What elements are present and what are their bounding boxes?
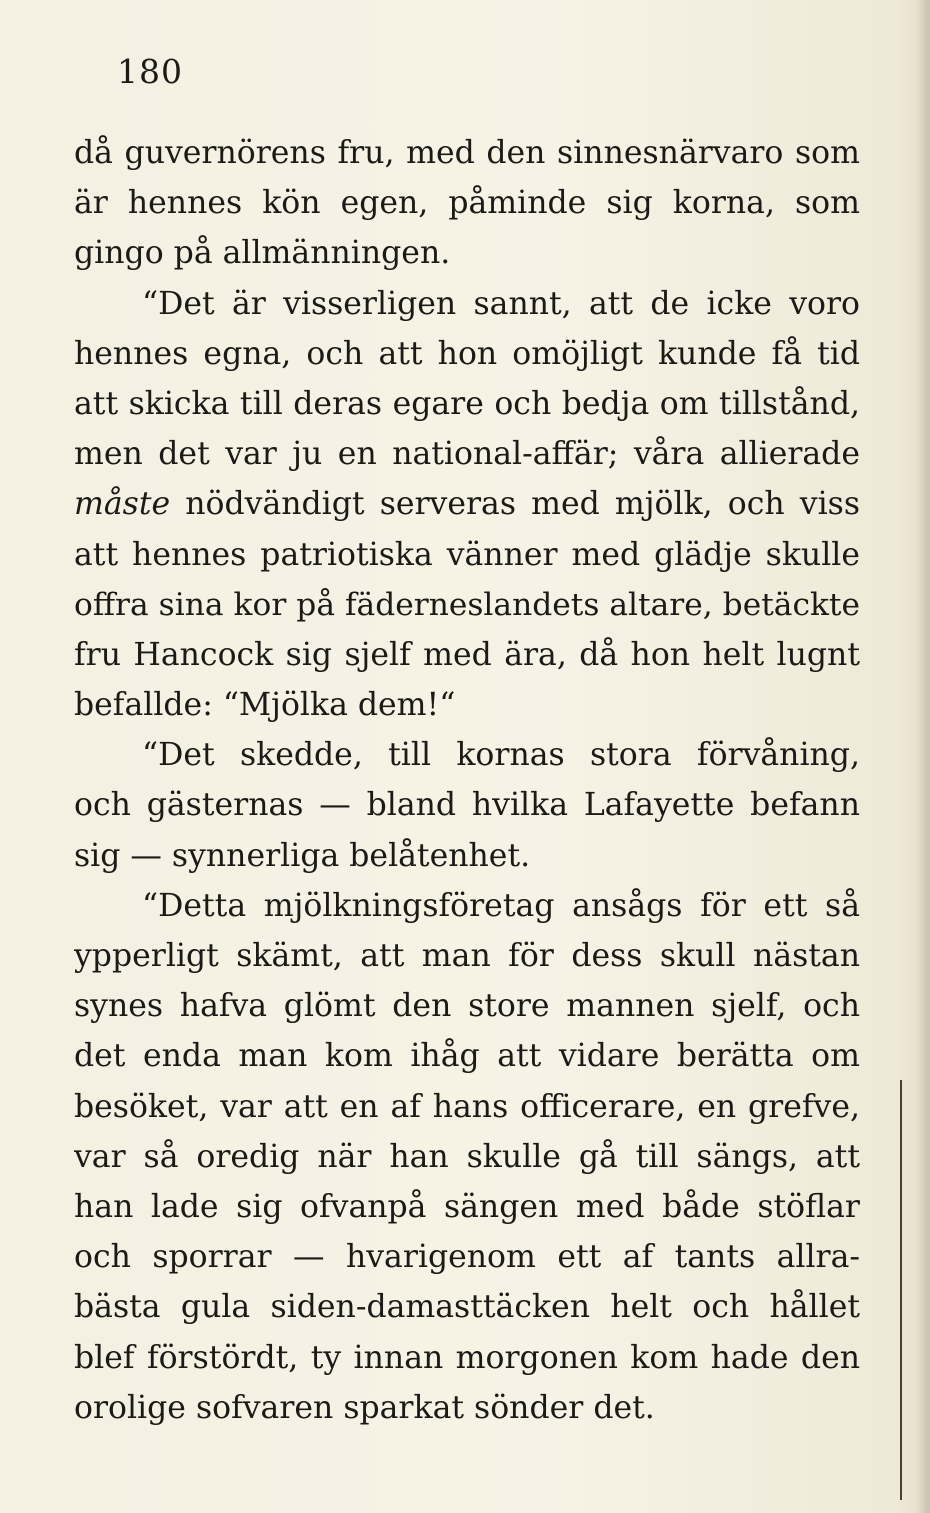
text-line <box>74 178 860 228</box>
text-line <box>74 680 860 730</box>
line-text: “Det skedde, till kornas stora förvåning, <box>142 737 860 774</box>
body-text <box>74 128 860 1433</box>
text-line <box>74 228 860 278</box>
line-text: gingo på allmänningen. <box>74 235 451 272</box>
text-line <box>74 429 860 479</box>
text-line <box>74 1031 860 1081</box>
text-line <box>74 1383 860 1433</box>
text-line <box>74 580 860 630</box>
text-line <box>74 379 860 429</box>
line-text: offra sina kor på fäderneslandets altare, betäckte <box>74 586 860 623</box>
text-line <box>74 329 860 379</box>
text-line <box>74 1132 860 1182</box>
text-line <box>74 1282 860 1332</box>
line-text: var så oredig när han skulle gå till sängs, att <box>74 1138 860 1175</box>
text-line <box>74 730 860 780</box>
line-text: hennes egna, och att hon omöjligt kunde få tid <box>74 335 860 372</box>
text-line <box>74 1082 860 1132</box>
line-text: bästa gula siden-damasttäcken helt och hållet <box>74 1289 860 1326</box>
text-line <box>74 630 860 680</box>
line-text: sig — synnerliga belåtenhet. <box>74 837 531 874</box>
text-line <box>74 881 860 931</box>
text-line <box>74 530 860 580</box>
line-text: besöket, var att en af hans officerare, en grefve, <box>74 1088 860 1125</box>
text-line <box>74 831 860 881</box>
text-line <box>74 479 860 529</box>
text-line <box>74 931 860 981</box>
line-text: nödvändigt serveras med mjölk, och viss <box>170 486 860 523</box>
line-text: orolige sofvaren sparkat sönder det. <box>74 1389 655 1426</box>
text-line <box>74 1232 860 1282</box>
page-edge-shadow <box>916 0 930 1513</box>
line-text: han lade sig ofvanpå sängen med både stöflar <box>74 1188 860 1225</box>
text-line <box>74 1333 860 1383</box>
line-text: “Det är visserligen sannt, att de icke voro <box>142 285 860 322</box>
line-text: ypperligt skämt, att man för dess skull nästan <box>74 938 860 974</box>
line-text: det enda man kom ihåg att vidare berätta om <box>74 1038 860 1075</box>
line-text: är hennes kön egen, påminde sig korna, som <box>74 185 860 222</box>
line-text: men det var ju en national-affär; våra allierade <box>74 436 860 473</box>
text-line <box>74 1182 860 1232</box>
page-number: 180 <box>117 52 183 91</box>
line-text: och gästernas — bland hvilka Lafayette befann <box>74 787 860 824</box>
line-text: blef förstördt, ty innan morgonen kom hade den <box>74 1339 860 1376</box>
line-text: “Detta mjölkningsföretag ansågs för ett så <box>142 887 860 924</box>
page-edge-line <box>900 1080 902 1500</box>
text-line <box>74 981 860 1031</box>
text-line <box>74 780 860 830</box>
text-line <box>74 128 860 178</box>
line-text: att hennes patriotiska vänner med glädje skulle <box>74 536 860 573</box>
line-text: att skicka till deras egare och bedja om tillstånd, <box>74 385 860 422</box>
line-text: befallde: “Mjölka dem!“ <box>74 687 456 724</box>
line-text: synes hafva glömt den store mannen sjelf, och <box>74 988 860 1025</box>
line-text: då guvernörens fru, med den sinnesnärvaro som <box>74 135 860 171</box>
emphasized-word: måste <box>74 486 171 523</box>
line-text: och sporrar — hvarigenom ett af tants allra- <box>74 1239 860 1276</box>
line-text: fru Hancock sig sjelf med ära, då hon helt lugnt <box>74 636 860 673</box>
text-line <box>74 279 860 329</box>
